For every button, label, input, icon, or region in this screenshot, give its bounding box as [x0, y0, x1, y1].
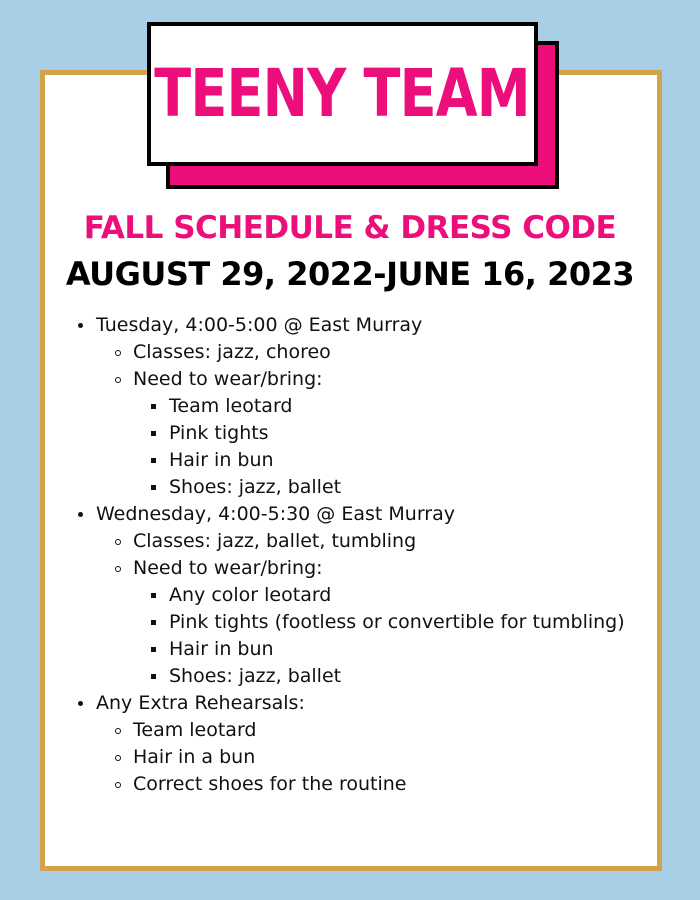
title-box	[147, 22, 538, 166]
list-item	[76, 771, 666, 798]
bullet-dot-icon	[78, 501, 83, 528]
wednesday-classes: Classes: jazz, ballet, tumbling	[133, 530, 417, 552]
bullet-dot-icon	[78, 312, 83, 339]
extra-item: Team leotard	[133, 719, 257, 741]
list-item	[76, 663, 666, 690]
bullet-square-icon	[151, 393, 156, 420]
tuesday-item: Hair in bun	[169, 449, 274, 471]
list-item	[76, 366, 666, 393]
bullet-square-icon	[151, 663, 156, 690]
wednesday-item: Pink tights (footless or convertible for tumbling)	[169, 611, 625, 633]
bullet-square-icon	[151, 474, 156, 501]
list-item	[76, 636, 666, 663]
bullet-square-icon	[151, 582, 156, 609]
list-item-tuesday	[76, 312, 666, 339]
list-item	[76, 339, 666, 366]
bullet-circle-icon	[115, 717, 121, 744]
bullet-circle-icon	[115, 366, 121, 393]
extra-label: Any Extra Rehearsals:	[96, 692, 305, 714]
wednesday-label: Wednesday, 4:00-5:30 @ East Murray	[96, 503, 455, 525]
tuesday-item: Pink tights	[169, 422, 269, 444]
extra-item: Hair in a bun	[133, 746, 256, 768]
tuesday-item: Team leotard	[169, 395, 293, 417]
list-item	[76, 717, 666, 744]
bullet-square-icon	[151, 420, 156, 447]
bullet-square-icon	[151, 636, 156, 663]
list-item	[76, 582, 666, 609]
bullet-dot-icon	[78, 690, 83, 717]
bullet-circle-icon	[115, 528, 121, 555]
date-range: AUGUST 29, 2022-JUNE 16, 2023	[65, 255, 635, 293]
wednesday-item: Hair in bun	[169, 638, 274, 660]
bullet-circle-icon	[115, 555, 121, 582]
tuesday-label: Tuesday, 4:00-5:00 @ East Murray	[96, 314, 423, 336]
bullet-circle-icon	[115, 771, 121, 798]
list-item-wednesday	[76, 501, 666, 528]
wednesday-item: Shoes: jazz, ballet	[169, 665, 342, 687]
bullet-circle-icon	[115, 744, 121, 771]
list-item	[76, 609, 666, 636]
list-item	[76, 393, 666, 420]
list-item	[76, 744, 666, 771]
list-item	[76, 555, 666, 582]
page-title: TEENY TEAM	[154, 55, 531, 132]
extra-item: Correct shoes for the routine	[133, 773, 407, 795]
list-item-extra-rehearsals	[76, 690, 666, 717]
wednesday-item: Any color leotard	[169, 584, 332, 606]
list-item	[76, 474, 666, 501]
schedule-list	[76, 312, 666, 798]
bullet-circle-icon	[115, 339, 121, 366]
list-item	[76, 447, 666, 474]
tuesday-item: Shoes: jazz, ballet	[169, 476, 342, 498]
wednesday-wear-label: Need to wear/bring:	[133, 557, 323, 579]
list-item	[76, 420, 666, 447]
tuesday-classes: Classes: jazz, choreo	[133, 341, 331, 363]
tuesday-wear-label: Need to wear/bring:	[133, 368, 323, 390]
bullet-square-icon	[151, 447, 156, 474]
subtitle: FALL SCHEDULE & DRESS CODE	[83, 210, 617, 246]
bullet-square-icon	[151, 609, 156, 636]
list-item	[76, 528, 666, 555]
